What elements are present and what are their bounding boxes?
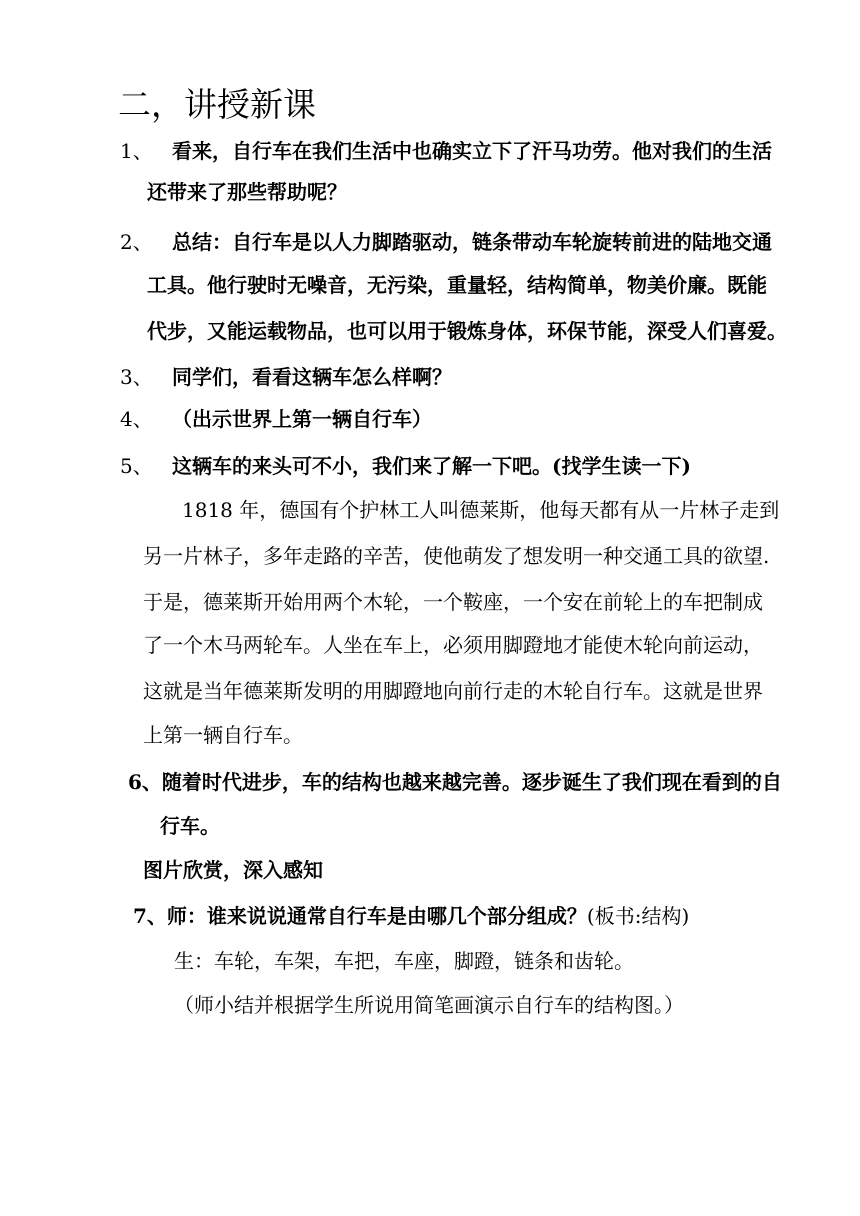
item-text: 看来，自行车在我们生活中也确实立下了汗马功劳。他对我们的生活 (172, 139, 772, 163)
story-line-3: 于是，德莱斯开始用两个木轮，一个鞍座，一个安在前轮上的车把制成 (143, 590, 763, 614)
item-4 (120, 404, 432, 434)
item-number: 2、 (120, 230, 153, 254)
appreciation-line: 图片欣赏，深入感知 (143, 858, 323, 882)
item-text: 随着时代进步，车的结构也越来越完善。逐步诞生了我们现在看到的自 (161, 770, 782, 794)
story-line-5: 这就是当年德莱斯发明的用脚蹬地向前行走的木轮自行车。这就是世界 (143, 679, 763, 703)
item-number: 5、 (120, 454, 153, 478)
story-line-1: 1818 年，德国有个护林工人叫德莱斯，他每天都有从一片林子走到 (182, 498, 780, 522)
section-title: 二，讲授新课 (118, 85, 316, 124)
story-line-6: 上第一辆自行车。 (143, 723, 303, 747)
board-note: (板书:结构) (586, 904, 690, 928)
item-1-line-2: 还带来了那些帮助呢？ (147, 180, 347, 204)
item-number: 3、 (120, 365, 153, 389)
item-3 (120, 362, 452, 392)
item-text: 这辆车的来头可不小，我们来了解一下吧。(找学生读一下) (172, 454, 691, 478)
item-2-line-2: 工具。他行驶时无噪音，无污染，重量轻，结构简单，物美价廉。既能 (147, 273, 767, 297)
item-number: 1、 (120, 139, 153, 163)
teacher-note: （师小结并根据学生所说用简笔画演示自行车的结构图。） (174, 993, 684, 1017)
item-7 (133, 901, 689, 931)
item-number: 7、 (133, 904, 167, 928)
item-2-line-1 (120, 227, 772, 257)
item-text: （出示世界上第一辆自行车） (172, 407, 432, 431)
story-line-2: 另一片林子，多年走路的辛苦，使他萌发了想发明一种交通工具的欲望. (143, 544, 770, 568)
item-6-line-1 (128, 767, 782, 797)
item-2-line-3: 代步，又能运载物品，也可以用于锻炼身体，环保节能，深受人们喜爱。 (147, 319, 787, 343)
item-5 (120, 451, 691, 481)
story-line-4: 了一个木马两轮车。人坐在车上，必须用脚蹬地才能使木轮向前运动， (143, 633, 763, 657)
item-6-line-2: 行车。 (160, 814, 220, 838)
teacher-question: 师：谁来说说通常自行车是由哪几个部分组成？ (166, 904, 587, 928)
item-1-line-1 (120, 136, 772, 166)
student-answer: 生：车轮，车架，车把，车座，脚蹬，链条和齿轮。 (174, 949, 634, 973)
item-number: 6、 (128, 770, 162, 794)
item-text: 同学们，看看这辆车怎么样啊？ (172, 365, 452, 389)
item-number: 4、 (120, 407, 153, 431)
item-text: 总结：自行车是以人力脚踏驱动，链条带动车轮旋转前进的陆地交通 (172, 230, 772, 254)
